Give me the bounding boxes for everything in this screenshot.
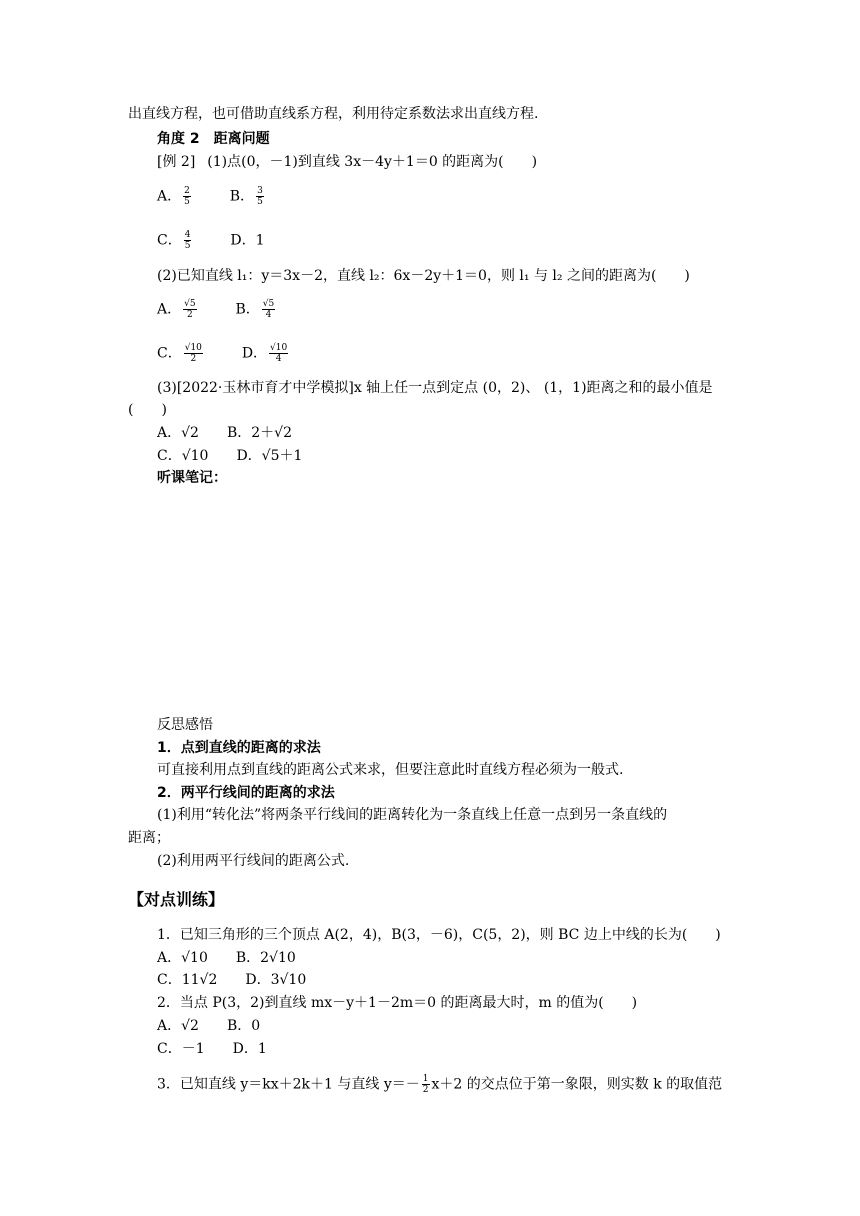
option-d: D．√5＋1 bbox=[236, 448, 303, 464]
option-c: C．11√2 bbox=[157, 972, 218, 988]
notes-label: 听课笔记： bbox=[157, 470, 227, 486]
option-b-fraction: $\frac{3}{5}$ bbox=[257, 186, 263, 207]
example-label: [例 2] bbox=[157, 154, 196, 170]
reflection-heading-1: 1．点到直线的距离的求法 bbox=[157, 740, 321, 756]
option-b-label: B． bbox=[235, 301, 260, 318]
question-3-paren: ( ) bbox=[128, 402, 167, 418]
option-d-fraction: $\frac{√10}{4}$ bbox=[270, 343, 288, 364]
reflection-paragraph-2-cont: 距离； bbox=[128, 830, 170, 846]
option-a-fraction: $\frac{√5}{2}$ bbox=[184, 299, 196, 320]
training-title: 【对点训练】 bbox=[128, 890, 225, 909]
option-a-label: A． bbox=[157, 188, 182, 205]
option-c-fraction: $\frac{√10}{2}$ bbox=[184, 343, 202, 364]
option-c-fraction: $\frac{4}{5}$ bbox=[184, 230, 191, 251]
option-c-label: C． bbox=[157, 232, 182, 249]
q2-options-cd bbox=[157, 343, 290, 364]
reflection-paragraph-3: (2)利用两平行线间的距离公式. bbox=[157, 853, 350, 869]
q1-options-ab bbox=[157, 186, 266, 207]
option-a: A．√2 bbox=[157, 1018, 199, 1034]
q3-options-ab bbox=[157, 423, 292, 443]
option-d: D．1 bbox=[232, 1041, 267, 1057]
option-b-fraction: $\frac{√5}{4}$ bbox=[262, 299, 275, 320]
option-a-label: A． bbox=[157, 301, 182, 318]
example-2-question-3: (3)[2022·玉林市育才中学模拟]x 轴上任一点到定点 (0，2)、 (1，1)距离之和的最小值是 bbox=[157, 380, 713, 396]
reflection-heading-2: 2．两平行线间的距离的求法 bbox=[157, 785, 335, 801]
reflection-paragraph-1: 可直接利用点到直线的距离公式来求，但要注意此时直线方程必须为一般式. bbox=[157, 762, 624, 778]
training-q2-options-ab bbox=[157, 1016, 260, 1036]
q1-options-cd bbox=[157, 230, 265, 251]
reflection-title: 反思感悟 bbox=[157, 717, 213, 733]
example-2-question-1 bbox=[157, 152, 537, 172]
option-c: C．－1 bbox=[157, 1041, 205, 1057]
training-question-2: 2．当点 P(3，2)到直线 mx－y＋1－2m＝0 的距离最大时，m 的值为( ) bbox=[157, 995, 638, 1011]
option-b: B．0 bbox=[226, 1018, 261, 1034]
option-c: C．√10 bbox=[157, 448, 209, 464]
option-d-label: D． bbox=[241, 345, 268, 362]
training-q1-options-ab bbox=[157, 948, 296, 968]
q2-options-ab bbox=[157, 299, 277, 320]
example-2-question-2: (2)已知直线 l₁：y＝3x－2，直线 l₂：6x－2y＋1＝0，则 l₁ 与 l₂ 之间的距离为( ) bbox=[157, 268, 690, 284]
question-3-fraction: $\frac{1}{2}$ bbox=[422, 1074, 429, 1095]
angle-heading: 角度 2 距离问题 bbox=[157, 131, 270, 147]
question-3-text-post: x＋2 的交点位于第一象限，则实数 k 的取值范 bbox=[431, 1076, 723, 1093]
option-b: B．2√10 bbox=[235, 950, 296, 966]
option-a: A．√10 bbox=[157, 950, 208, 966]
option-d-text: D．1 bbox=[230, 232, 265, 249]
question-1-text: (1)点(0，－1)到直线 3x－4y＋1＝0 的距离为( ) bbox=[207, 154, 538, 170]
option-a-fraction: $\frac{2}{5}$ bbox=[184, 186, 190, 207]
training-q2-options-cd bbox=[157, 1039, 267, 1059]
option-c-label: C． bbox=[157, 345, 182, 362]
option-b-label: B． bbox=[229, 188, 255, 205]
option-a: A．√2 bbox=[157, 425, 199, 441]
option-d: D．3√10 bbox=[245, 972, 307, 988]
reflection-paragraph-2: (1)利用“转化法”将两条平行线间的距离转化为一条直线上任意一点到另一条直线的 bbox=[157, 807, 668, 823]
question-3-text-pre: 3．已知直线 y＝kx＋2k＋1 与直线 y＝－ bbox=[157, 1076, 420, 1093]
q3-options-cd bbox=[157, 446, 302, 466]
intro-text: 出直线方程，也可借助直线系方程，利用待定系数法求出直线方程. bbox=[128, 106, 539, 122]
training-question-3 bbox=[157, 1074, 722, 1095]
option-b: B．2＋√2 bbox=[226, 425, 292, 441]
training-question-1: 1．已知三角形的三个顶点 A(2，4)，B(3，－6)，C(5，2)，则 BC 边上中线的长为( ) bbox=[157, 927, 721, 943]
training-q1-options-cd bbox=[157, 970, 306, 990]
